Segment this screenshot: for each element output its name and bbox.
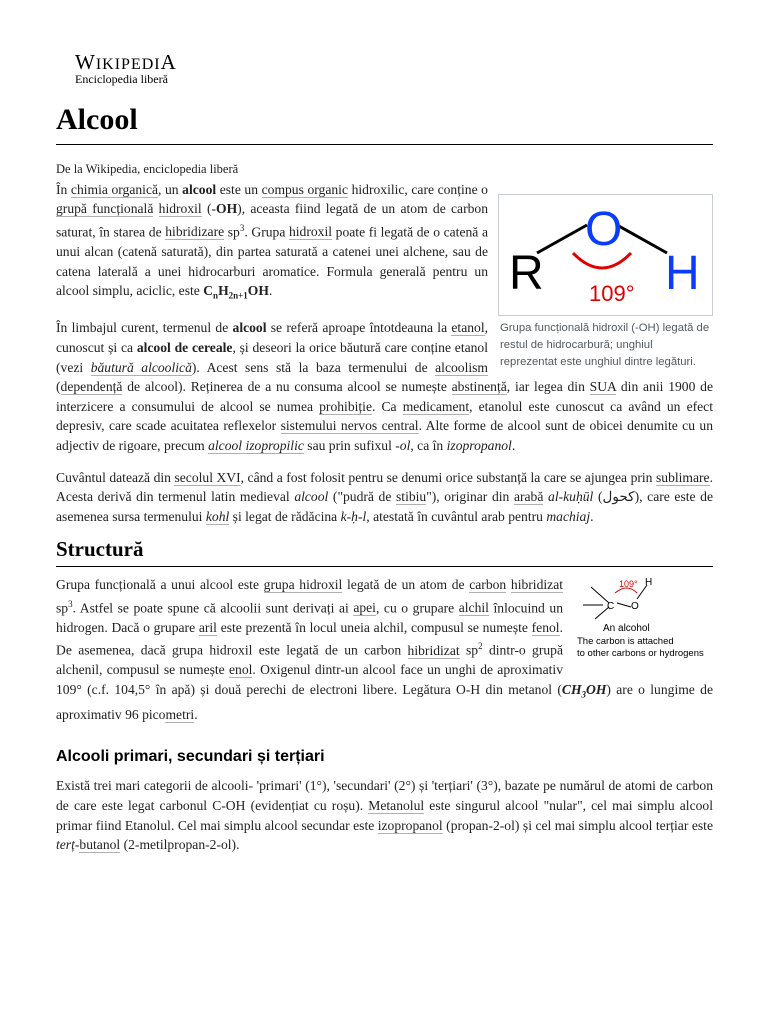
section-heading-alcooli: Alcooli primari, secundari și terțiari (56, 747, 325, 765)
r-atom: R (509, 246, 544, 300)
h-atom: H (665, 246, 700, 300)
page-title: Alcool (56, 103, 138, 136)
fig2-angle: 109° (619, 578, 638, 589)
article-subtitle: De la Wikipedia, enciclopedia liberă (56, 162, 239, 176)
tagline: Enciclopedia liberă (75, 72, 168, 86)
para-categories: Există trei mari categorii de alcooli- 'primari' (1°), 'secundari' (2°) și 'terțiari' (3°), bazate pe numărul de atomi de carbon de care este legat carbonul C-OH (evidențiat cu roșu). Metanolul este singurul alcool "nular", cel mai simplu alcool primar fiind Etanolul. Cel mai simplu alcool secundar este izopropanol (propan-2-ol) și cel mai simplu alcool terțiar este terț-butanol (2-metilpropan-2-ol). (56, 778, 713, 853)
fig2-title: An alcohol (603, 622, 650, 634)
para-usage: În limbajul curent, termenul de alcool se referă aproape întotdeauna la etanol, cunoscut și ca alcool de cereale, și deseori la orice băutură care conține etanol (vezi băutură alcoolică). Acest sens stă la baza termenului de alcoolism (dependență de alcool). Reținerea de a nu consuma alcool se numește abstinență, iar legea din SUA din anii 1900 de interzicere a consumului de alcool se numea prohibiție. Ca medicament, etanolul este cunoscut ca având un efect depresiv, care scade acuitatea reflexelor sistemului nervos central. Alte forme de alcool sunt de obicei denumite cu un adjectiv de rigoare, precum alcool izopropilic sau prin sufixul -ol, ca în izopropanol. (56, 320, 714, 453)
o-atom: O (585, 202, 623, 256)
fig2-c: C (607, 600, 615, 612)
para-intro: În chimia organică, un alcool este un compus organic hidroxilic, care conține o grupă funcțională hidroxil (-OH), aceasta fiind legată de un atom de carbon saturat, în starea de hibridizare $sp^3$. Grupa hidroxil poate fi legată de o catenă a unui alcan (catenă saturată), din partea saturată a catenei unei alchene, sau de catena laterală a unei hidrocarburi aromatice. Formula generală pentru un alcool simplu, aciclic, este $C_nH_{2n+1}OH$. (56, 181, 488, 301)
fig2-h: H (645, 576, 653, 588)
infobox (498, 194, 713, 371)
wikipedia-logo[interactable] (75, 50, 177, 87)
wordmark: WIKIPEDIA (75, 50, 177, 74)
fig2-note2: to other carbons or hydrogens (577, 647, 704, 659)
angle-label: 109° (589, 280, 635, 306)
section-heading-structura: Structură (56, 540, 713, 567)
alcohol-diagram[interactable] (573, 575, 713, 661)
fig2-note1: The carbon is attached (577, 635, 674, 647)
para-etymology: Cuvântul datează din secolul XVI, când a fost folosit pentru se denumi orice substanță la care se ajungea prin sublimare. Acesta derivă din termenul latin medieval alcool ("pudră de stibiu"), originar din arabă al-kuḥūl (كحول), care este de asemenea sursa termenului kohl și legat de rădăcina k-ḥ-l, atestată în cuvântul arab pentru machiaj. (56, 469, 714, 524)
para-structure: Grupa funcțională a unui alcool este grupa hidroxil legată de un atom de carbon hibridizat $sp^3$. Astfel se poate spune că alcoolii sunt derivați ai apei, cu o grupare alchil înlocuind un hidrogen. Dacă o grupare aril este prezentă în locul uneia alchil, compusul se numește fenol. De asemenea, dacă grupa hidroxil este legată de un carbon hibridizat $sp^2$ dintr-o grupă alchenil, compusul se numește enol. Oxigenul dintr-un alcool face un unghi de aproximativ 109° (c.f. 104,5° în apă) și două perechi de electroni libere. Legătura O-H din metanol $(CH_3OH)$ are o lungime de aproximativ 96 picometri. (56, 576, 713, 723)
title-divider (56, 144, 713, 145)
fig2-o: O (631, 600, 639, 612)
article-body (56, 160, 713, 867)
infobox-caption: Grupa funcțională hidroxil (-OH) legată de restul de hidrocarbură; unghiul reprezentat este unghiul dintre legături. (500, 321, 710, 368)
hydroxyl-diagram[interactable] (498, 194, 713, 316)
